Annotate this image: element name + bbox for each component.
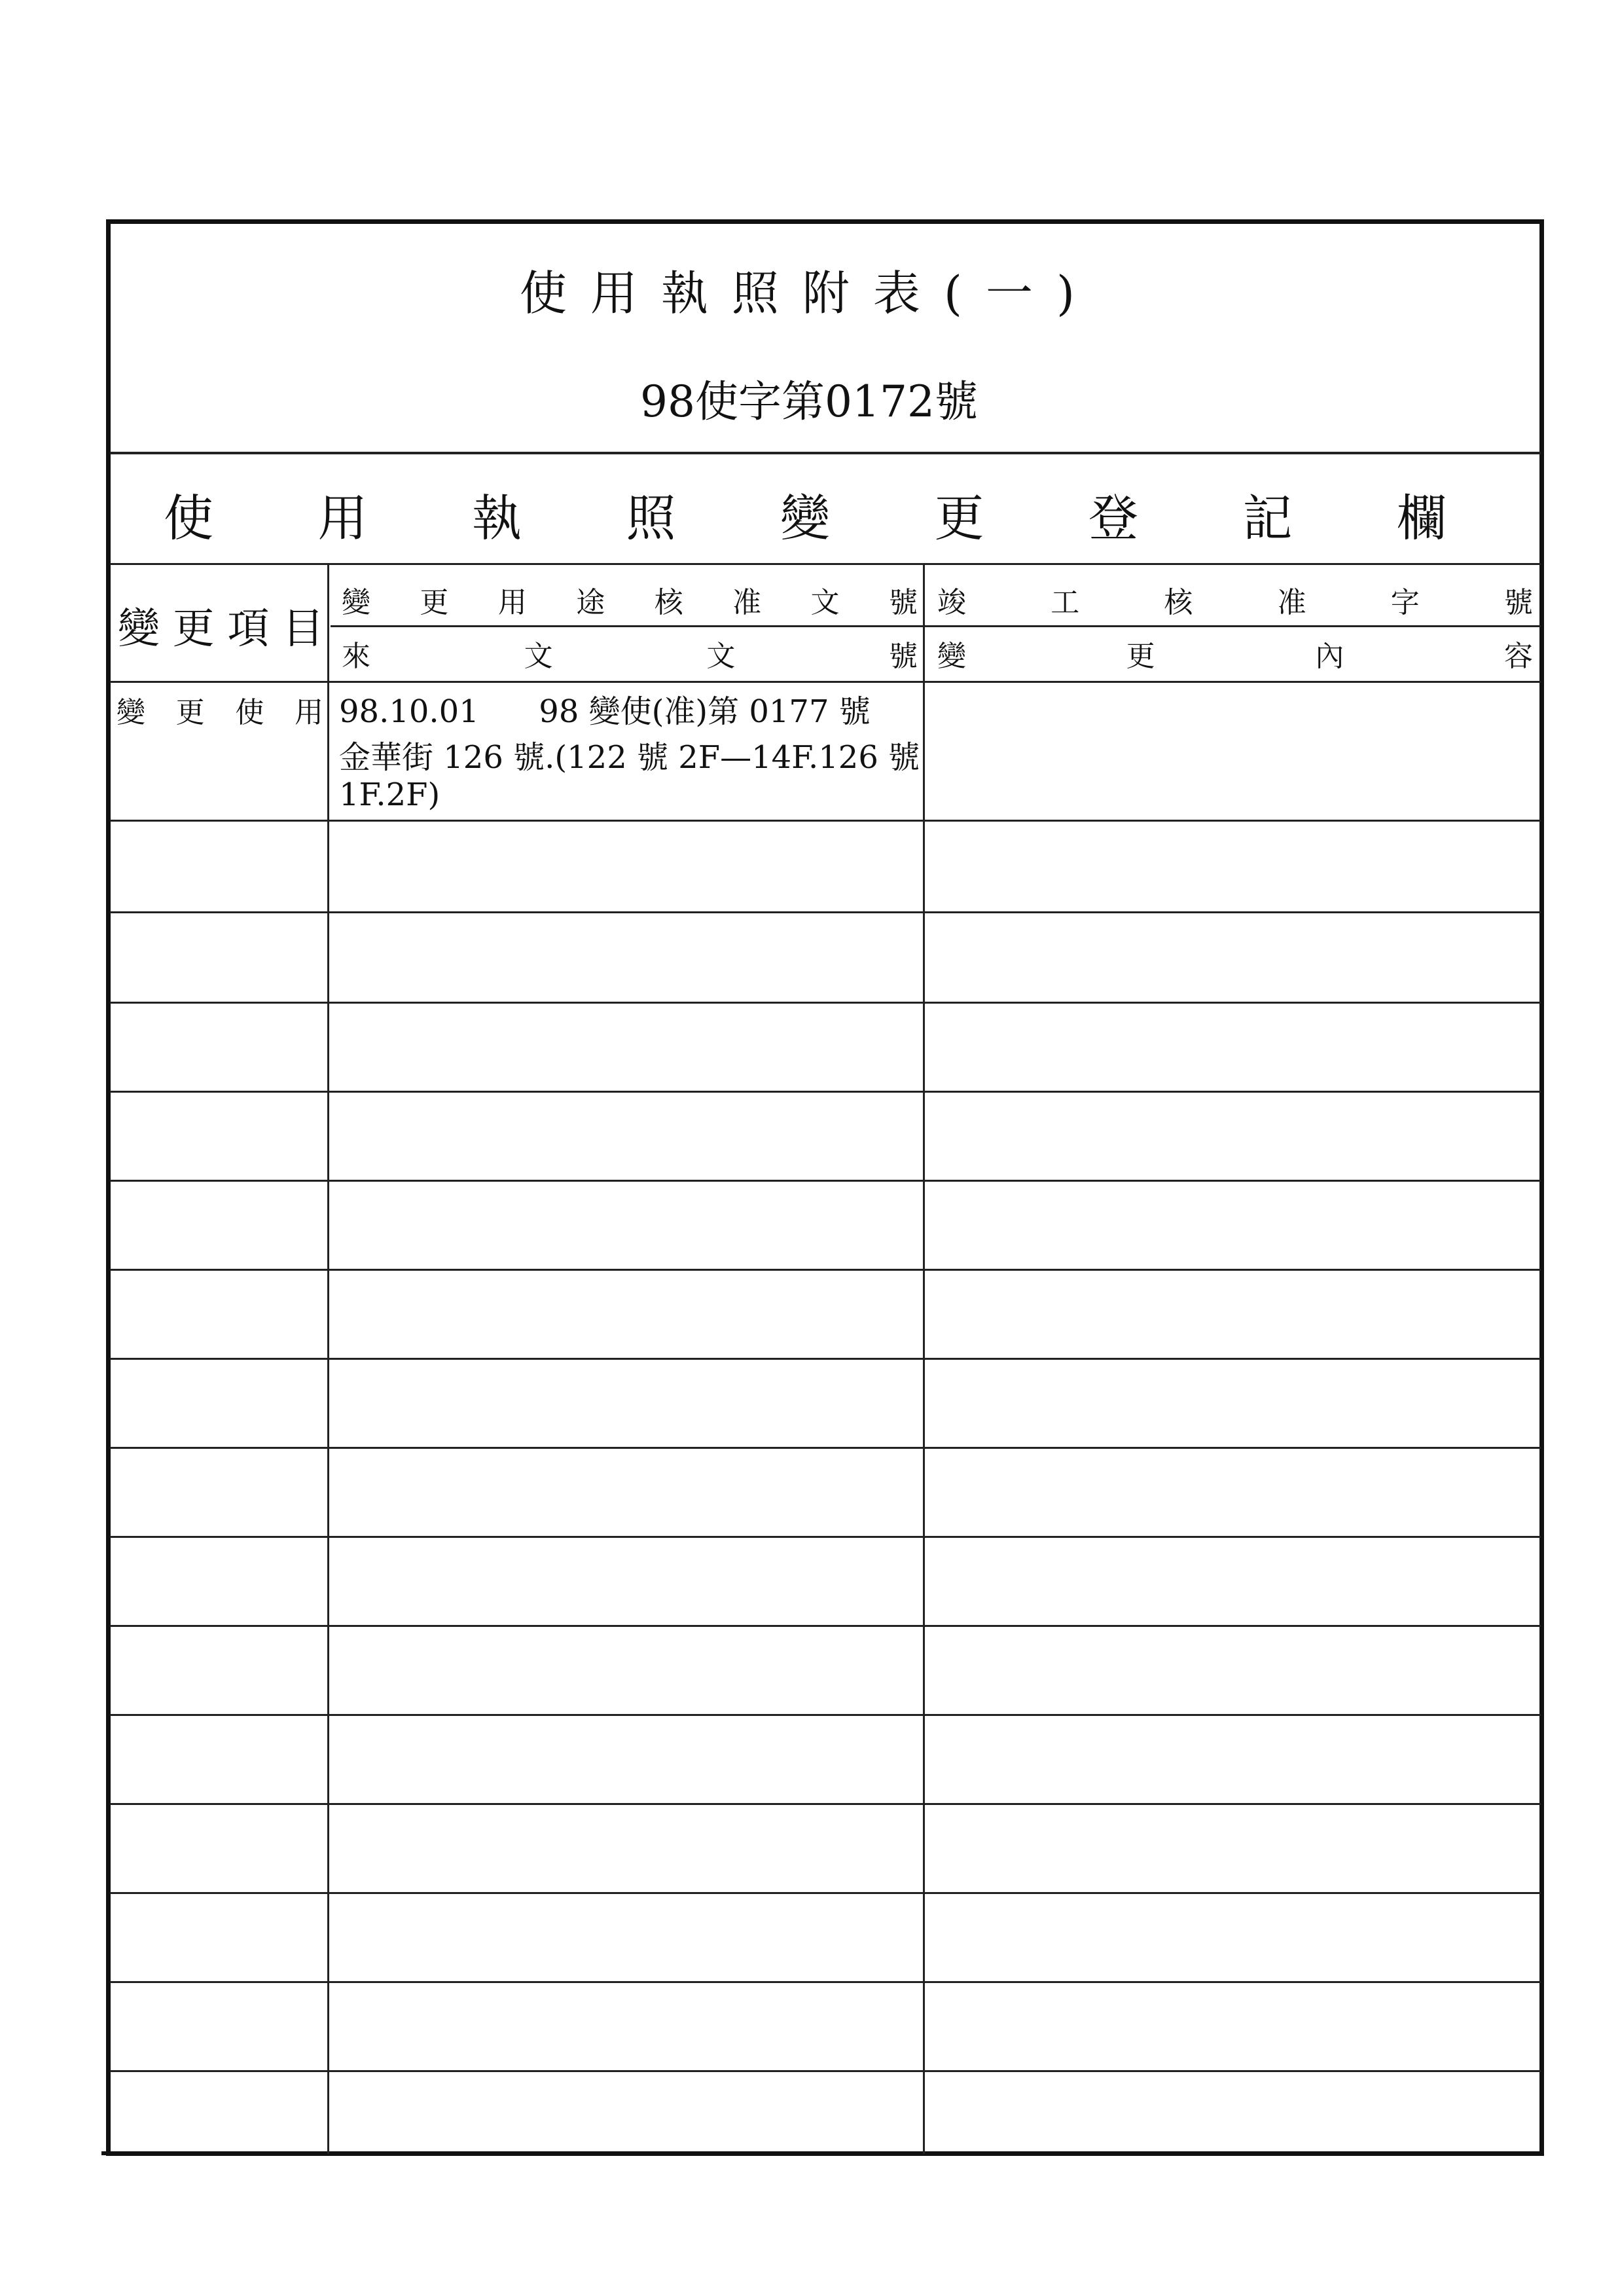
row-divider <box>110 1358 1541 1360</box>
register-title-char: 使 <box>164 488 213 547</box>
header-char: 變 <box>937 640 966 673</box>
register-title-char: 欄 <box>1397 488 1447 547</box>
register-title-char: 執 <box>472 488 522 547</box>
header-char: 內 <box>1315 640 1344 673</box>
header-char: 來 <box>342 640 370 673</box>
header-char: 准 <box>732 586 762 619</box>
register-title-char: 更 <box>934 488 984 547</box>
row-divider <box>110 1625 1541 1627</box>
row-divider <box>110 1803 1541 1805</box>
row-divider <box>110 1536 1541 1538</box>
header-char: 更 <box>420 586 449 619</box>
register-title-char: 記 <box>1242 488 1293 547</box>
header-char: 項 <box>227 605 270 653</box>
completion-permit-no-header <box>937 576 1533 623</box>
header-char: 文 <box>524 640 553 673</box>
header-char: 文 <box>810 586 840 619</box>
register-title-char: 照 <box>626 488 676 547</box>
entry-change-item <box>117 689 323 731</box>
row-divider <box>110 1091 1541 1093</box>
row-divider <box>110 1447 1541 1449</box>
permit-number: 98使字第0172號 <box>640 376 978 427</box>
register-title-char: 登 <box>1088 488 1138 547</box>
row-divider <box>110 1002 1541 1004</box>
header-char: 用 <box>497 586 527 619</box>
register-title-char: 用 <box>317 488 368 547</box>
register-title-char: 變 <box>780 488 830 547</box>
row-divider <box>110 1269 1541 1271</box>
header-char: 工 <box>1051 586 1080 619</box>
header-char: 途 <box>576 586 605 619</box>
entry-doc-line-3: 1F.2F) <box>339 776 440 813</box>
header-char: 容 <box>1503 640 1533 673</box>
row-divider <box>110 1714 1541 1716</box>
rule-under-title <box>110 452 1541 454</box>
rule-under-header <box>110 681 1541 683</box>
register-title <box>164 478 1447 550</box>
entry-item-char: 使 <box>235 696 264 729</box>
header-char: 號 <box>888 640 918 673</box>
header-char: 目 <box>281 605 324 653</box>
change-content-header <box>937 630 1533 677</box>
rule-under-register-title <box>110 563 1541 565</box>
header-char: 核 <box>1164 586 1193 619</box>
header-char: 文 <box>706 640 736 673</box>
header-char: 竣 <box>937 586 966 619</box>
entry-item-char: 變 <box>117 696 145 729</box>
header-char: 號 <box>888 586 918 619</box>
entry-doc-line-2: 金華街 126 號.(122 號 2F—14F.126 號 <box>339 739 920 776</box>
row-divider <box>110 1892 1541 1894</box>
incoming-doc-no-header <box>342 630 918 677</box>
entry-item-char: 更 <box>175 696 205 729</box>
approval-doc-no-header <box>342 576 918 623</box>
row-divider <box>110 911 1541 913</box>
header-char: 核 <box>654 586 683 619</box>
change-item-header <box>118 592 324 658</box>
form-bottom-border <box>101 2151 1542 2155</box>
row-divider <box>110 820 1541 822</box>
header-char: 更 <box>1126 640 1155 673</box>
header-char: 更 <box>172 605 215 653</box>
header-char: 准 <box>1277 586 1306 619</box>
header-char: 變 <box>342 586 370 619</box>
entry-doc-line-1: 98.10.01 98 變使(准)第 0177 號 <box>339 693 871 730</box>
header-char: 字 <box>1390 586 1420 619</box>
form-title: 使用執照附表(一) <box>519 266 1099 321</box>
row-divider <box>110 1981 1541 1983</box>
entry-item-char: 用 <box>294 696 323 729</box>
row-divider <box>110 2070 1541 2072</box>
row-divider <box>110 1180 1541 1182</box>
header-char: 號 <box>1503 586 1533 619</box>
header-char: 變 <box>118 605 160 653</box>
rule-header-mid <box>331 625 1541 627</box>
